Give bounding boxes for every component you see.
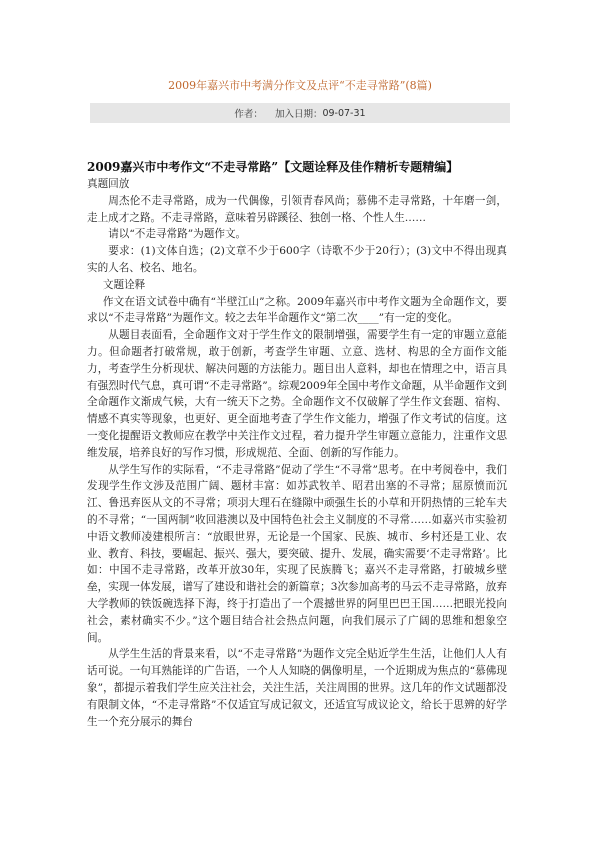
page-title: 2009年嘉兴市中考满分作文及点评“不走寻常路”(8篇) [168, 79, 432, 92]
date-value: 09-07-31 [322, 107, 366, 119]
article-heading: 2009嘉兴市中考作文“不走寻常路”【文题诠释及佳作精析专题精编】 [87, 160, 459, 174]
section-label-interpretation: 文题诠释 [102, 278, 146, 291]
paragraph-instruction: 请以“不走寻常路”为题作文。 [108, 228, 247, 241]
date-label: 加入日期： [274, 109, 323, 120]
paragraph-intro: 作文在语文试卷中确有“半壁江山”之称。2009年嘉兴市中考作文题为全命题作文，要求以“不走寻常路”为题作文。较之去年半命题作文“第二次____”有一定的变化。 [87, 295, 507, 325]
paragraph-analysis-1: 从题目表面看，全命题作文对于学生作文的限制增强，需要学生有一定的审题立意能力。但命题者打破常规，敢于创新，考查学生审题、立意、选材、构思的全方面作文能力，考查学生分析现状、解决问题的方法能力。题目出人意料，却也在情理之中，语言具有强烈时代气息，真可谓“不走寻常路”。综观2009年全国中考作文命题，从半命题作文到全命题作文渐成气候，大有一统天下之势。全命题作文不仅破解了学生作文套题、宿构、情感不真实等现象，也更好、更全面地考查了学生作文能力，增强了作文考试的信度。这一变化提醒语文教师应在教学中关注作文过程，着力提升学生审题立意能力，注重作文思维发展，培养良好的写作习惯，形成规范、全面、创新的写作能力。 [87, 329, 507, 459]
meta-bar [90, 103, 510, 123]
paragraph-prompt: 周杰伦不走寻常路，成为一代偶像，引领青春风尚；慕佛不走寻常路，十年磨一剑，走上成才之路。不走寻常路，意味着另辟蹊径、独创一格、个性人生…… [87, 194, 507, 224]
author-label: 作者： [234, 109, 263, 120]
section-label-review: 真题回放 [87, 178, 130, 190]
paragraph-analysis-2: 从学生写作的实际看，“不走寻常路”促动了学生“不寻常”思考。在中考阅卷中，我们发现学生作文涉及范围广阔、题材丰富：如苏武牧羊、昭君出塞的不寻常；屈原愤而沉江、鲁迅弃医从文的不寻常；项羽大理石在缝隙中顽强生长的小草和开阴热情的三轮车夫的不寻常；“一国两制”收回港澳以及中国特色社会主义制度的不寻常……如嘉兴市实验初中语文教师凌建根所言：“放眼世界，无论是一个国家、民族、城市、乡村还是工业、农业、教育、科技，要崛起、振兴、强大，要突破、提升、发展，确实需要‘不走寻常路’。比如：中国不走寻常路，改革开放30年，实现了民族腾飞；嘉兴不走寻常路，打破城乡壁垒，实现一体发展，谱写了建设和谐社会的新篇章；3次参加高考的马云不走寻常路，放弃大学教师的铁饭碗选择下海，终于打造出了一个震撼世界的阿里巴巴王国……把眼光投向社会，素材确实不少。”这个题目结合社会热点问题，向我们展示了广阔的思维和想象空间。 [87, 463, 507, 644]
paragraph-requirements: 要求：(1)文体自选；(2)文章不少于600字（诗歌不少于20行）；(3)文中不得出现真实的人名、校名、地名。 [87, 245, 507, 274]
paragraph-analysis-3: 从学生生活的背景来看，以“不走寻常路”为题作文完全贴近学生生活，让他们人人有话可说。一句耳熟能详的广告语，一个人人知晓的偶像明星，一个近期成为焦点的“慕佛现象”，都提示着我们学生应关注社会，关注生活，关注周围的世界。这几年的作文试题都没有限制文体，“不走寻常路”不仅适宜写成记叙文，还适宜写成议论文，给长于思辨的好学生一个充分展示的舞台 [87, 648, 507, 728]
article-body [87, 159, 507, 730]
